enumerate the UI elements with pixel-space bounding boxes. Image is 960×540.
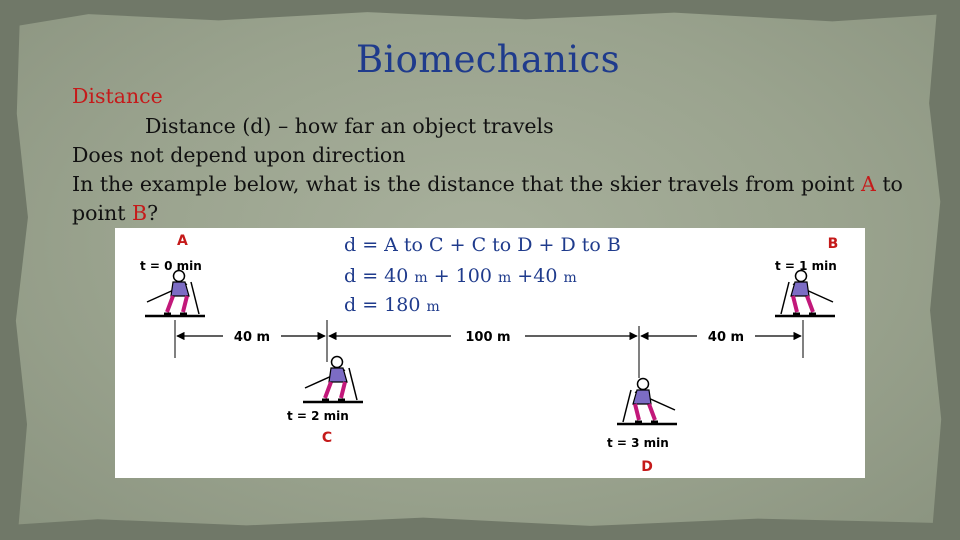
point-b-ref: B <box>131 201 148 225</box>
question-line-1 <box>72 172 903 196</box>
point-b-letter: B <box>827 236 839 252</box>
segment-db-label: 40 m <box>707 330 745 345</box>
point-d-letter: D <box>641 459 653 475</box>
equation-part: d = 40 <box>344 265 415 287</box>
equation-line-3 <box>344 294 440 316</box>
equation-part: +40 <box>511 265 564 287</box>
equation-unit: m <box>414 270 428 286</box>
heading-distance: Distance <box>72 84 163 108</box>
direction-note: Does not depend upon direction <box>72 143 406 167</box>
equation-part: d = 180 <box>344 294 427 316</box>
skier-at-b <box>775 271 835 317</box>
question-text: ? <box>147 201 159 225</box>
point-a-ref: A <box>860 172 876 196</box>
point-d-time: t = 3 min <box>607 436 669 450</box>
point-a-letter: A <box>177 233 188 249</box>
equation-unit: m <box>426 299 440 315</box>
skier-at-d <box>617 379 677 425</box>
equation-line-2 <box>344 265 577 287</box>
point-c-time: t = 2 min <box>287 409 349 423</box>
segment-ac-label: 40 m <box>233 330 271 345</box>
skier-distance-diagram <box>115 228 865 478</box>
question-text: point <box>72 201 132 225</box>
skier-at-a <box>145 271 205 317</box>
equation-unit: m <box>497 270 512 286</box>
point-b-time: t = 1 min <box>775 259 837 273</box>
point-c-letter: C <box>321 430 333 446</box>
point-a-time: t = 0 min <box>140 259 202 273</box>
equation-part: + 100 <box>427 265 498 287</box>
question-text: In the example below, what is the distance that the skier travels from point <box>72 172 861 196</box>
definition-text: Distance (d) – how far an object travels <box>145 114 554 138</box>
segment-cd-label: 100 m <box>465 330 511 345</box>
question-text: to <box>875 172 903 196</box>
question-line-2 <box>72 201 158 225</box>
equation-line-1: d = A to C + C to D + D to B <box>344 234 621 256</box>
slide-title: Biomechanics <box>356 38 620 81</box>
skier-at-c <box>303 357 363 403</box>
equation-unit: m <box>563 270 577 286</box>
